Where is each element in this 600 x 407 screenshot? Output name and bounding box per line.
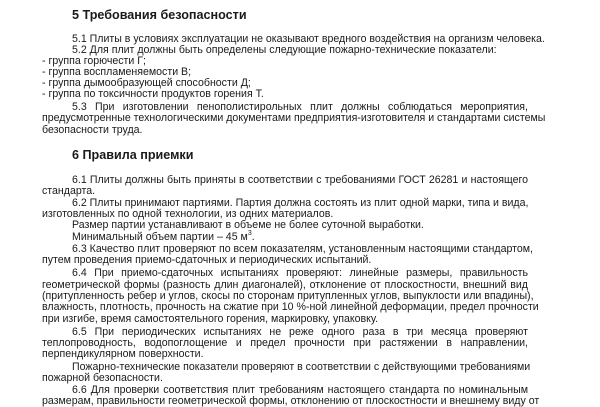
- text-line: [42, 124, 528, 136]
- line-text: теплопроводность, водопоглощение и предел прочности при растяжении в направлении,: [42, 337, 528, 349]
- text-line: [42, 254, 528, 266]
- line-text: - группа по токсичности продуктов горения Т.: [42, 88, 264, 100]
- text-line: [72, 219, 528, 231]
- line-text: изготовленных по одной технологии, из одних материалов.: [42, 208, 334, 220]
- text-line: [72, 267, 528, 279]
- text-line: [42, 395, 540, 407]
- line-text: (притупленность ребер и углов, скосы по сторонам притупленных углов, выпуклости или впадины),: [42, 290, 534, 302]
- line-text: - группа воспламеняемости В;: [42, 66, 192, 78]
- line-text: стандарта.: [42, 185, 96, 197]
- line-text: 6.2 Плиты принимают партиями. Партия должна состоять из плит одной марки, типа и вида,: [72, 197, 529, 209]
- line-text: 6.6 Для проверки соответствия плит требованиям настоящего стандарта по номинальным: [72, 384, 528, 396]
- line-text: размерам, правильности геометрической формы, отклонению от плоскостности и внешнему виду от: [42, 395, 540, 407]
- line-text: Пожарно-технические показатели проверяют в соответствии с действующими требованиями: [72, 361, 531, 373]
- line-text: 6 Правила приемки: [72, 148, 194, 162]
- line-text: геометрической формы (разность длин диагоналей), отклонение от плоскостности, внешний вид: [42, 279, 528, 291]
- text-line: [72, 231, 528, 243]
- line-text: предусмотренные технологическими документами предприятия-изготовителя и стандартами системы: [42, 112, 546, 124]
- line-text: пожарной безопасности.: [42, 372, 163, 384]
- line-text: путем проведения приемо-сдаточных и периодических испытаний.: [42, 254, 372, 266]
- line-text: влажность, плотность, прочность на сжатие при 10 %-ной линейной деформации, предел прочности: [42, 301, 539, 313]
- line-text: 6.3 Качество плит проверяют по всем показателям, установленным настоящими стандартом,: [72, 243, 533, 255]
- line-text: 6.5 При периодических испытаниях не реже одного раза в три месяца проверяют: [72, 326, 528, 338]
- line-text: перпендикулярном поверхности.: [42, 348, 204, 360]
- section-heading: [72, 7, 558, 23]
- line-tail: .: [251, 231, 255, 243]
- text-line: [42, 301, 539, 313]
- text-line: [42, 185, 528, 197]
- line-text: 5 Требования безопасности: [72, 8, 247, 22]
- line-text: 5.2 Для плит должны быть определены следующие пожарно-технические показатели:: [72, 44, 497, 56]
- line-text: - группа дымообразующей способности Д;: [42, 77, 251, 89]
- line-text: 5.1 Плиты в условиях эксплуатации не оказывают вредного воздействия на организм человека.: [72, 33, 545, 45]
- line-text: 5.3 При изготовлении пенополистирольных плит должны соблюдаться мероприятия,: [72, 101, 528, 113]
- line-text: Размер партии устанавливают в объеме не более суточной выработки.: [72, 219, 424, 231]
- line-text: - группа горючести Г;: [42, 55, 146, 67]
- superscript: 3: [247, 230, 252, 237]
- section-heading: [72, 147, 558, 163]
- text-line: [42, 112, 546, 124]
- text-line: [42, 88, 528, 100]
- text-line: [42, 372, 528, 384]
- line-text: Минимальный объем партии – 45 м: [72, 231, 248, 243]
- line-text: безопасности труда.: [42, 124, 143, 136]
- line-text: 6.4 При приемо-сдаточных испытаниях проверяют: линейные размеры, правильность: [72, 267, 528, 279]
- text-line: [42, 348, 528, 360]
- line-text: 6.1 Плиты должны быть приняты в соответствии с требованиями ГОСТ 26281 и настоящего: [72, 174, 528, 186]
- line-text: при изгибе, время самостоятельного горения, маркировку, упаковку.: [42, 313, 379, 325]
- text-line: [42, 313, 528, 325]
